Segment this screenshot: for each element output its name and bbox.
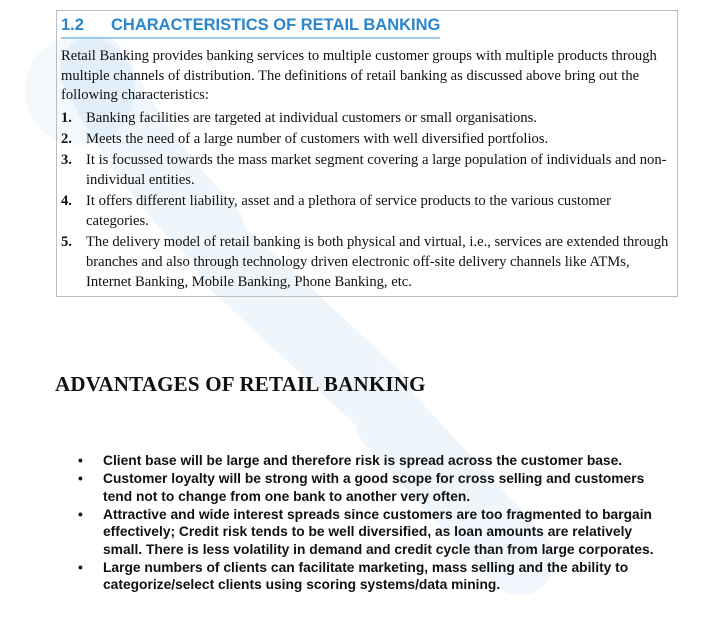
list-item-number: 4. <box>61 193 72 209</box>
list-item-number: 1. <box>61 110 72 126</box>
list-item <box>61 108 675 128</box>
section-heading <box>61 15 440 39</box>
characteristics-list <box>61 108 675 293</box>
section-intro: Retail Banking provides banking services to multiple customer groups with multiple products through multiple channels of distribution. The definitions of retail banking as discussed above bring out the following characteristics: <box>61 48 657 103</box>
bullet-icon: • <box>78 506 83 522</box>
list-item <box>61 129 675 149</box>
section-number: 1.2 <box>61 16 84 34</box>
characteristics-box <box>56 10 678 297</box>
list-item <box>61 232 675 292</box>
list-item-number: 3. <box>61 152 72 168</box>
list-item <box>78 559 668 594</box>
section-title: CHARACTERISTICS OF RETAIL BANKING <box>111 16 441 34</box>
advantages-list <box>78 452 668 594</box>
list-item-number: 5. <box>61 234 72 250</box>
list-item-text: Meets the need of a large number of customers with well diversified portfolios. <box>86 131 549 147</box>
bullet-icon: • <box>78 471 83 486</box>
list-item <box>61 191 675 231</box>
list-item-number: 2. <box>61 131 72 147</box>
list-item <box>78 506 668 559</box>
list-item <box>61 150 675 190</box>
list-item-text: It offers different liability, asset and a plethora of service products to the various customer categories. <box>86 193 611 229</box>
list-item-text: It is focussed towards the mass market segment covering a large population of individuals and non-individual entities. <box>86 152 667 188</box>
list-item-text: The delivery model of retail banking is both physical and virtual, i.e., services are extended through branches and also through technology driven electronic off-site delivery channels like ATMs, Internet Banking, Mobile Banking, Phone Banking, etc. <box>86 234 669 290</box>
list-item <box>78 452 668 470</box>
bullet-icon: • <box>78 453 83 468</box>
bullet-icon: • <box>78 559 83 575</box>
advantages-heading: ADVANTAGES OF RETAIL BANKING <box>55 372 426 396</box>
list-item-text: Client base will be large and therefore risk is spread across the customer base. <box>103 453 623 468</box>
list-item-text: Attractive and wide interest spreads since customers are too fragmented to bargain effectively; Credit risk tends to be well diversified, as loan amounts are relatively small. There is less volatility in demand and credit cycle than from large corporates. <box>103 506 654 557</box>
list-item <box>78 470 668 505</box>
list-item-text: Large numbers of clients can facilitate marketing, mass selling and the ability to categorize/select clients using scoring systems/data mining. <box>103 559 629 592</box>
list-item-text: Banking facilities are targeted at individual customers or small organisations. <box>86 110 537 126</box>
list-item-text: Customer loyalty will be strong with a good scope for cross selling and customers tend not to change from one bank to another very often. <box>103 471 645 504</box>
